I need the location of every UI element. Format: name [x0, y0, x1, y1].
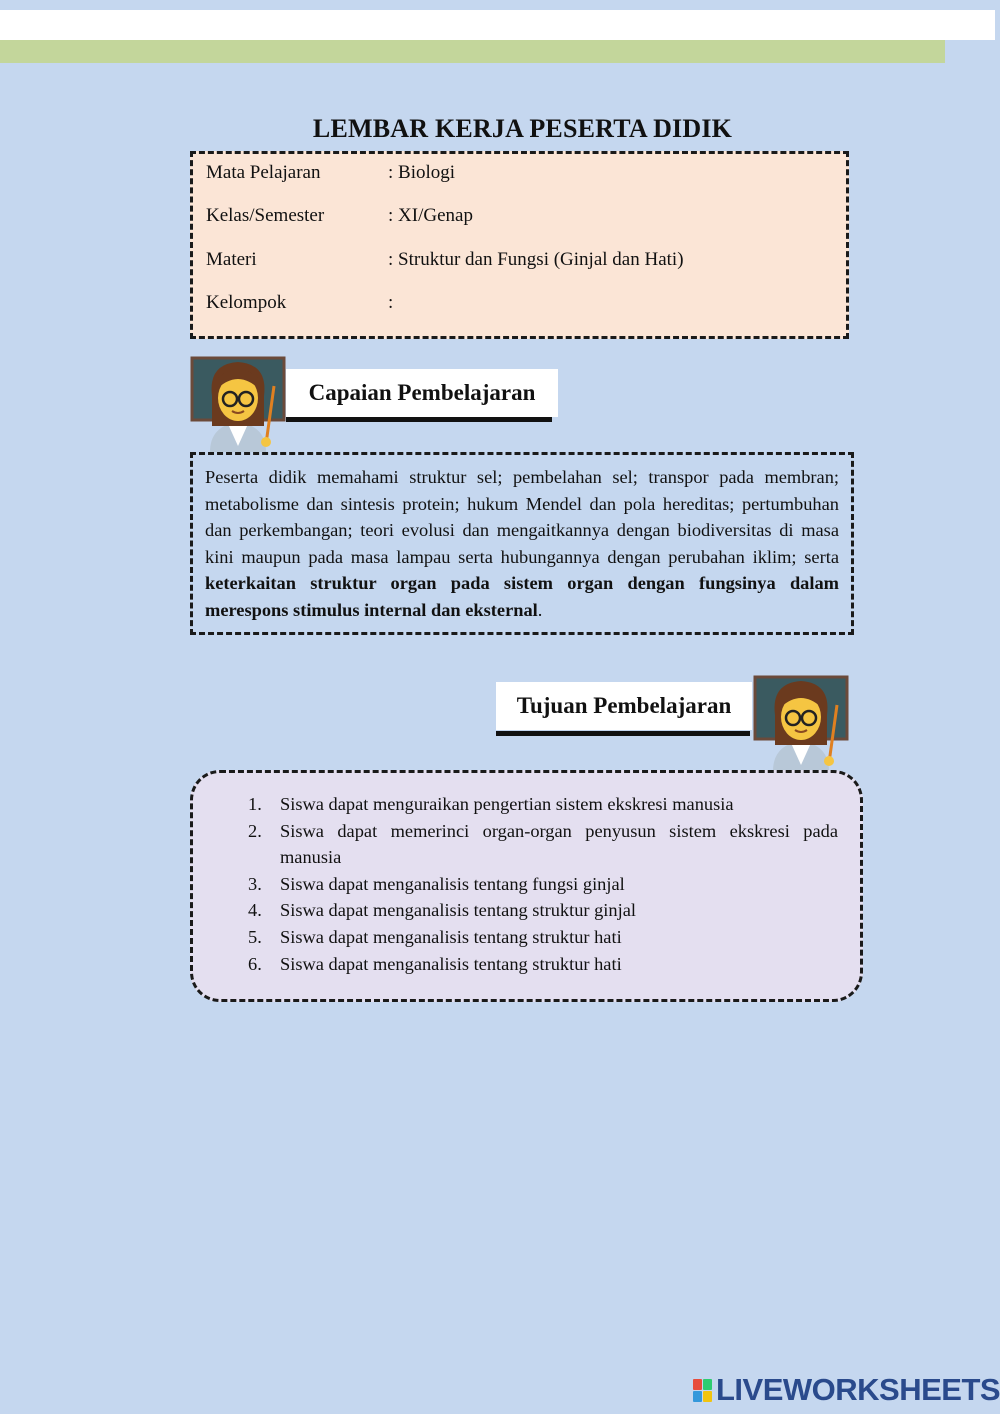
top-bar-green [0, 40, 945, 63]
list-item-text: Siswa dapat menganalisis tentang struktur hati [280, 953, 622, 974]
info-value: : XI/Genap [388, 205, 473, 226]
list-item [248, 791, 838, 818]
info-value: : Biologi [388, 162, 456, 183]
list-item-text: Siswa dapat menganalisis tentang fungsi ginjal [280, 873, 625, 894]
tujuan-heading: Tujuan Pembelajaran [496, 682, 752, 730]
list-item [248, 818, 838, 871]
list-item-number: 2. [248, 820, 262, 841]
teacher-icon [753, 675, 849, 771]
liveworksheets-logo[interactable] [693, 1374, 1000, 1406]
liveworksheets-logo-icon [693, 1379, 712, 1402]
page-title: LEMBAR KERJA PESERTA DIDIK [312, 114, 733, 143]
capaian-text-plain: Peserta didik memahami struktur sel; pembelahan sel; transpor pada membran; metabolisme dan sintesis protein; hukum Mendel dan pola hereditas; pertumbuhan dan perkembangan; teori evolusi dan mengaitkannya dengan biodiversitas di masa kini maupun pada masa lampau serta hubungannya dengan perubahan iklim; serta [205, 467, 839, 567]
list-item [248, 951, 838, 978]
list-item [248, 924, 838, 951]
list-item-text: Siswa dapat menguraikan pengertian sistem ekskresi manusia [280, 794, 734, 814]
info-label: Kelas/Semester [206, 205, 325, 226]
list-item-number: 1. [248, 794, 262, 814]
capaian-box [190, 452, 854, 635]
capaian-text-bold: keterkaitan struktur organ pada sistem organ dengan fungsinya dalam merespons stimulus internal dan eksternal [205, 573, 839, 620]
list-item-text: Siswa dapat menganalisis tentang struktur ginjal [280, 900, 636, 921]
list-item [248, 871, 838, 898]
info-label: Mata Pelajaran [206, 162, 321, 183]
tujuan-list [248, 791, 838, 977]
list-item [248, 897, 838, 924]
info-label: Kelompok [206, 292, 287, 313]
list-item-number: 3. [248, 873, 262, 894]
tujuan-box [190, 770, 863, 1002]
info-value: : Struktur dan Fungsi (Ginjal dan Hati) [388, 249, 684, 270]
list-item-number: 6. [248, 953, 262, 974]
list-item-number: 5. [248, 926, 262, 947]
top-bar-white [0, 10, 995, 40]
brand-name: LIVEWORKSHEETS [716, 1372, 1000, 1407]
capaian-heading: Capaian Pembelajaran [286, 369, 558, 417]
capaian-text-end: . [537, 599, 543, 620]
teacher-icon [190, 356, 286, 452]
info-label: Materi [206, 249, 257, 270]
tujuan-heading-underline [496, 731, 750, 736]
list-item-text: Siswa dapat memerinci organ-organ penyusun sistem ekskresi pada manusia [280, 820, 838, 868]
list-item-text: Siswa dapat menganalisis tentang struktur hati [280, 926, 622, 947]
list-item-number: 4. [248, 900, 262, 921]
capaian-text [205, 464, 839, 623]
info-box [190, 151, 849, 339]
info-value: : [388, 292, 394, 313]
capaian-heading-underline [286, 417, 552, 422]
